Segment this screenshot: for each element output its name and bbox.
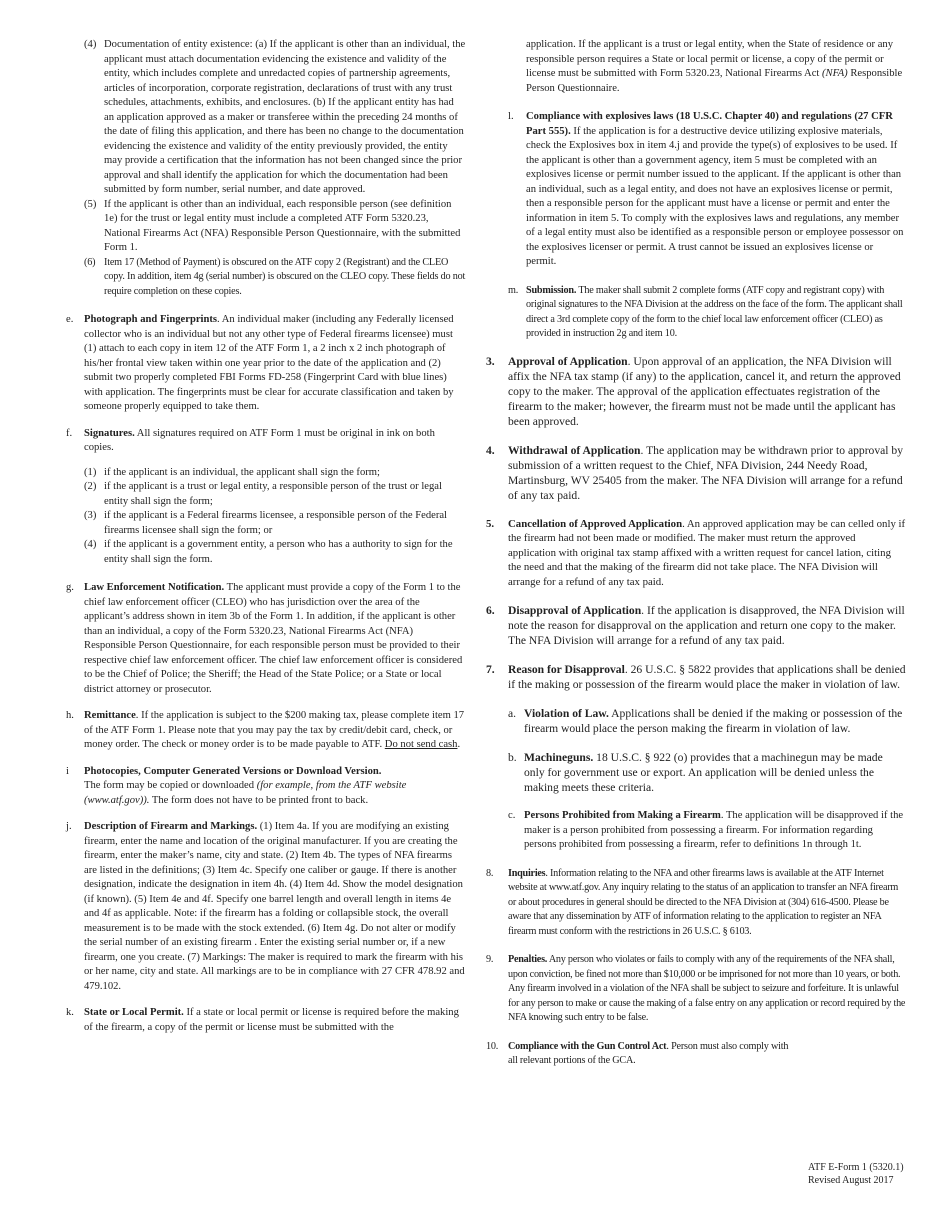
section-text: The form may be copied or downloaded: [84, 780, 257, 791]
section-text: . If the application is disapproved, the NFA Division will note the reason for disapproval on the application and return one copy to the maker. The NFA Division will arrange for a refund of any tax paid.: [508, 604, 905, 647]
section-title: Photocopies, Computer Generated Versions or Download Version.: [84, 765, 382, 777]
atf-website-note: (for example, from the ATF website (www.atf.gov)).: [84, 780, 407, 806]
section-label: 7.: [486, 663, 495, 676]
section-text: application. If the applicant is a trust or legal entity, when the State of residence or any responsible person requires a State or local permit or license, a copy of the permit or license must be submitted with Form 5320.23, National Firearms Act: [526, 39, 894, 79]
section-label: g.: [66, 582, 74, 593]
item-text: Documentation of entity existence: (a) If the applicant is other than an individual, the applicant must attach documentation evidencing the existence and validity of the entity, which includes complete and unredacted copies of partnership agreements, articles of incorporation, corporate registration, declarations of trust with any trust schedules, attachments, exhibits, and enclosures. (b) If the applicant entity has had an application approved as a maker or transferee within the preceding 24 months of the date of filing this application, and there has been no change to the documentation evidencing the existence and validity of the entity previously provided, the entity may provide a certification that the information has not been changed since the prior approval and shall identify the application for which the documentation had been submitted by form number, serial number, and date approved.: [104, 39, 466, 195]
section-l-explosives: [486, 110, 906, 270]
do-not-send-cash: Do not send cash: [384, 739, 458, 750]
section-7-reason-for-disapproval: [486, 662, 906, 692]
form-footer: [808, 1161, 904, 1187]
item-title: Persons Prohibited from Making a Firearm: [524, 810, 721, 821]
form-id: ATF E-Form 1 (5320.1): [808, 1162, 904, 1173]
section-label: h.: [66, 710, 74, 721]
section-text: . 26 U.S.C. § 5822 provides that applications shall be denied if the making or possession of the firearm would place the maker in violation of law.: [508, 663, 906, 691]
section-text: . An approved application may be can celled only if the firearm had not been made or modified. The maker must return the approved application with original tax stamp affixed with a written request for cancel lation, citing the need and that the making of the firearm did not take place. The NFA Division will arrange for a refund of any tax paid.: [508, 517, 906, 588]
signature-rule: [66, 480, 466, 509]
section-title: Remittance: [84, 710, 136, 721]
revision-date: Revised August 2017: [808, 1175, 894, 1186]
item-5-responsible-person: [66, 198, 466, 256]
section-title: Compliance with the Gun Control Act: [508, 1040, 667, 1052]
item-label: (3): [84, 510, 97, 521]
section-label: f.: [66, 427, 73, 439]
section-8-inquiries: [486, 867, 906, 940]
item-text: . The application will be disapproved if the maker is a person prohibited from possessing a firearm. For information regarding persons prohibited from possessing a firearm, refer to definitions 1n through 1t.: [524, 810, 904, 850]
item-title: Violation of Law.: [524, 707, 609, 720]
section-label: e.: [66, 314, 74, 325]
section-title: Photograph and Fingerprints: [84, 314, 218, 325]
section-title: Description of Firearm and Markings.: [84, 821, 258, 832]
section-title: Disapproval of Application: [508, 604, 642, 617]
item-label: a.: [508, 707, 517, 720]
section-title: Penalties.: [508, 954, 548, 965]
section-label: i: [66, 765, 69, 777]
section-5-cancellation: [486, 517, 906, 590]
section-j-description: [66, 820, 466, 994]
section-title: Compliance with explosives laws (18 U.S.C. Chapter 40) and regulations (27 CFR Part 555).: [526, 111, 893, 137]
item-label: b.: [508, 751, 517, 764]
section-label: 5.: [486, 517, 495, 530]
section-9-penalties: [486, 953, 906, 1026]
item-label: (5): [84, 198, 97, 210]
item-label: (6): [84, 256, 96, 268]
section-label: 9.: [486, 954, 494, 965]
section-label: 4.: [486, 443, 495, 457]
section-text: . Information relating to the NFA and other firearms laws is available at the ATF Internet website at www.atf.gov. Any inquiry relating to the status of an application to transfer an NFA firearm or about procedures in general should be directed to the NFA Division at (304) 616-4500. Please be aware that any dissemination by ATF of information relating to the application to register an NFA firearm must conform with the restrictions in 26 U.S.C. § 6103.: [508, 867, 899, 937]
section-title: Reason for Disapproval: [508, 663, 625, 676]
item-label: (1): [84, 466, 97, 478]
section-label: l.: [508, 111, 514, 122]
section-text: All signatures required on ATF Form 1 must be original in ink on both copies.: [84, 427, 435, 453]
section-label: m.: [508, 284, 519, 296]
section-text: . Person must also comply with all relevant portions of the GCA.: [508, 1040, 789, 1066]
section-g-law-enforcement: [66, 581, 466, 697]
item-label: (4): [84, 39, 97, 50]
item-title: Machineguns.: [524, 751, 594, 764]
section-text: . The application may be withdrawn prior to approval by submission of a written request to the Chief, NFA Division, 244 Needy Road, Martinsburg, WV 25405 from the maker. The NFA Division will arrange for a refund of any tax paid.: [508, 443, 904, 502]
item-text: if the applicant is an individual, the applicant shall sign the form;: [104, 466, 380, 478]
item-text: Item 17 (Method of Payment) is obscured on the ATF copy 2 (Registrant) and the CLEO copy. In addition, item 4g (serial number) is obscured on the CLEO copy. These fields do not require completion on these copies.: [104, 256, 466, 297]
section-text: Any person who violates or fails to comply with any of the requirements of the NFA shall, upon conviction, be fined not more than $10,000 or be imprisoned for not more than 10 years, or both. Any firearm involved in a violation of the NFA shall be subject to seizure and forfeiture. It is unlawful for any person to make or cause the making of a false entry on any application or record required by the NFA knowing such entry to be false.: [508, 954, 906, 1023]
section-title: Withdrawal of Application: [508, 443, 641, 457]
item-text: if the applicant is a Federal firearms licensee, a responsible person of the Federal firearms licensee shall sign the form; or: [104, 510, 447, 536]
section-title: Approval of Application: [508, 354, 628, 368]
left-column: [66, 38, 466, 1035]
section-text: . If the application is subject to the $200 making tax, please complete item 17 of the ATF Form 1. Please note that you may pay the tax by credit/debit card, check, or money order. The check or money order is to be made payable to ATF.: [84, 710, 465, 750]
section-label: 6.: [486, 604, 495, 617]
section-10-gun-control-act: [486, 1040, 796, 1069]
section-text: If the application is for a destructive device utilizing explosive materials, check the Explosives box in item 4.j and provide the type(s) of explosives to be used. If the applicant is other than a government agency, item 5 must be completed with an explosives license or permit number issued to the applicant. If the applicant is other than an individual, such as a legal entity, and does not have an explosives license or permit, then a responsible person for the applicant must have a license or permit and enter the information in item 5. To comply with the explosives laws and regulations, any member of a legal entity must also be identified as a responsible person or employee possessor on the explosives licenser or permit. A trust cannot be issued an explosives license or permit.: [526, 125, 904, 267]
section-title: Inquiries: [508, 867, 546, 879]
signature-rule: [66, 466, 466, 481]
section-text: The applicant must provide a copy of the Form 1 to the chief law enforcement officer (CLEO) who has jurisdiction over the area of the applicant’s address shown in item 3b of the Form 1. In addition, if the applicant is other than an individual, a copy of the Form 5320.23, National Firearms Act (NFA) Responsible Person Questionnaire, for each responsible person must be provided to their respective chief law enforcement officer. The chief law enforcement officer is considered to be the Chief of Police; the Sheriff; the Head of the State Police; or a State or local district attorney or prosecutor.: [84, 582, 463, 695]
section-k-permit: [66, 1006, 466, 1035]
section-6-disapproval: [486, 603, 906, 648]
section-title: State or Local Permit.: [84, 1007, 184, 1018]
section-text: The maker shall submit 2 complete forms (ATF copy and registrant copy) with original signatures to the NFA Division at the address on the face of the form. The applicant shall direct a 3rd complete copy of the form to the chief local law enforcement officer (CLEO) as provided in instruction 2g and item 10.: [526, 284, 903, 339]
item-text: If the applicant is other than an individual, each responsible person (see definition 1e) for the trust or legal entity must include a completed ATF Form 5320.23, National Firearms Act (NFA) Responsible Person Questionnaire, with the submitted Form 1.: [104, 198, 461, 253]
section-title: Submission.: [526, 284, 577, 296]
item-6-obscured-fields: [66, 256, 466, 300]
item-text: Applications shall be denied if the making or possession of the firearm would place the person making the firearm in violation of law.: [524, 707, 903, 735]
section-title: Law Enforcement Notification.: [84, 582, 225, 593]
section-h-remittance: h. Remittance. If the application is subject to the $200 making tax, please complete item 17 of the ATF Form 1. Please note that you may pay the tax by credit/debit card, check, or money order. The check or money order is to be made payable to ATF. Do not send cash.: [66, 710, 465, 750]
section-4-withdrawal: [486, 443, 906, 503]
item-label: c.: [508, 810, 516, 821]
item-label: (2): [84, 481, 97, 492]
signature-rule: [66, 509, 466, 538]
section-label: 10.: [486, 1040, 499, 1052]
section-i-photocopies: i Photocopies, Computer Generated Versions or Download Version. The form may be copied or downloaded (for example, from the ATF website (www.atf.gov)). The form does not have to be printed front to back.: [66, 765, 407, 806]
section-title: Cancellation of Approved Application: [508, 517, 683, 530]
section-label: k.: [66, 1007, 74, 1018]
section-label: 3.: [486, 354, 495, 368]
item-4-entity-documentation: [66, 38, 466, 198]
section-3-approval: [486, 354, 906, 429]
item-text: if the applicant is a trust or legal entity, a responsible person of the trust or legal entity shall sign the form;: [104, 481, 442, 507]
section-text: . An individual maker (including any Federally licensed collector who is an individual but not any other type of Federal firearms licensee) must (1) attach to each copy in item 12 of the ATF Form 1, a 2 inch x 2 inch photograph of his/her frontal view taken within one year prior to the date of the application and (2) submit two properly completed FBI Forms FD-258 (Fingerprint Card with blue lines) with application. The fingerprints must be clear for accurate classification and taken by someone properly equipped to take them.: [84, 314, 454, 412]
disapproval-reason: [486, 706, 906, 736]
disapproval-reason: [486, 809, 906, 853]
item-label: (4): [84, 539, 97, 550]
section-e-photograph: [66, 313, 466, 415]
item-text: 18 U.S.C. § 922 (o) provides that a machinegun may be made only for government use or export. An application will be denied unless the making meets these criteria.: [524, 751, 883, 794]
section-k-continued: application. If the applicant is a trust or legal entity, when the State of residence or any responsible person requires a State or local permit or license, a copy of the permit or license must be submitted with Form 5320.23, National Firearms Act (NFA) Responsible Person Questionnaire.: [526, 39, 903, 94]
section-title: Signatures.: [84, 427, 135, 439]
disapproval-reason: [486, 750, 906, 795]
section-text: (1) Item 4a. If you are modifying an existing firearm, enter the name and location of the original manufacturer. If you are creating the firearm, enter the maker’s name, city and state. (2) Item 4b. The types of NFA firearms are listed in the definitions; (3) Item 4c. Specify one caliber or gauge. If there is another designation, indicate the designation in item 4h. (4) Item 4d. Show the model designation (if known). (5) Item 4e and 4f. Specify one barrel length and overall length in items 4e and 4f as applicable. Note: if the firearm has a folding or collapsible stock, the overall measurement is to be made with the stock extended. (6) Item 4g. Do not alter or modify the serial number of an existing firearm . Enter the existing serial number or, if a new firearm, one you create. (7) Markings: The maker is required to mark the firearm with his or her name, city and state. All markings are to be in compliance with 27 CFR 478.92 and 479.102.: [84, 821, 465, 992]
section-label: 8.: [486, 867, 494, 879]
section-text: . Upon approval of an application, the NFA Division will affix the NFA tax stamp (if any) to the application, cancel it, and return the approved copy to the maker. The approval of the application effectuates registration of the firearm to the maker; however, the firearm must not be made until the applicant has been approved.: [508, 354, 901, 428]
section-f-signatures: [66, 427, 466, 456]
section-text: If a state or local permit or license is required before the making of the firearm, a copy of the permit or license must be submitted with the: [84, 1007, 459, 1033]
section-label: j.: [66, 821, 72, 832]
item-text: if the applicant is a government entity, a person who has a authority to sign for the entity shall sign the form.: [104, 539, 453, 565]
section-m-submission: [486, 284, 906, 342]
signature-rule: [66, 538, 466, 567]
right-column: [486, 38, 906, 1069]
